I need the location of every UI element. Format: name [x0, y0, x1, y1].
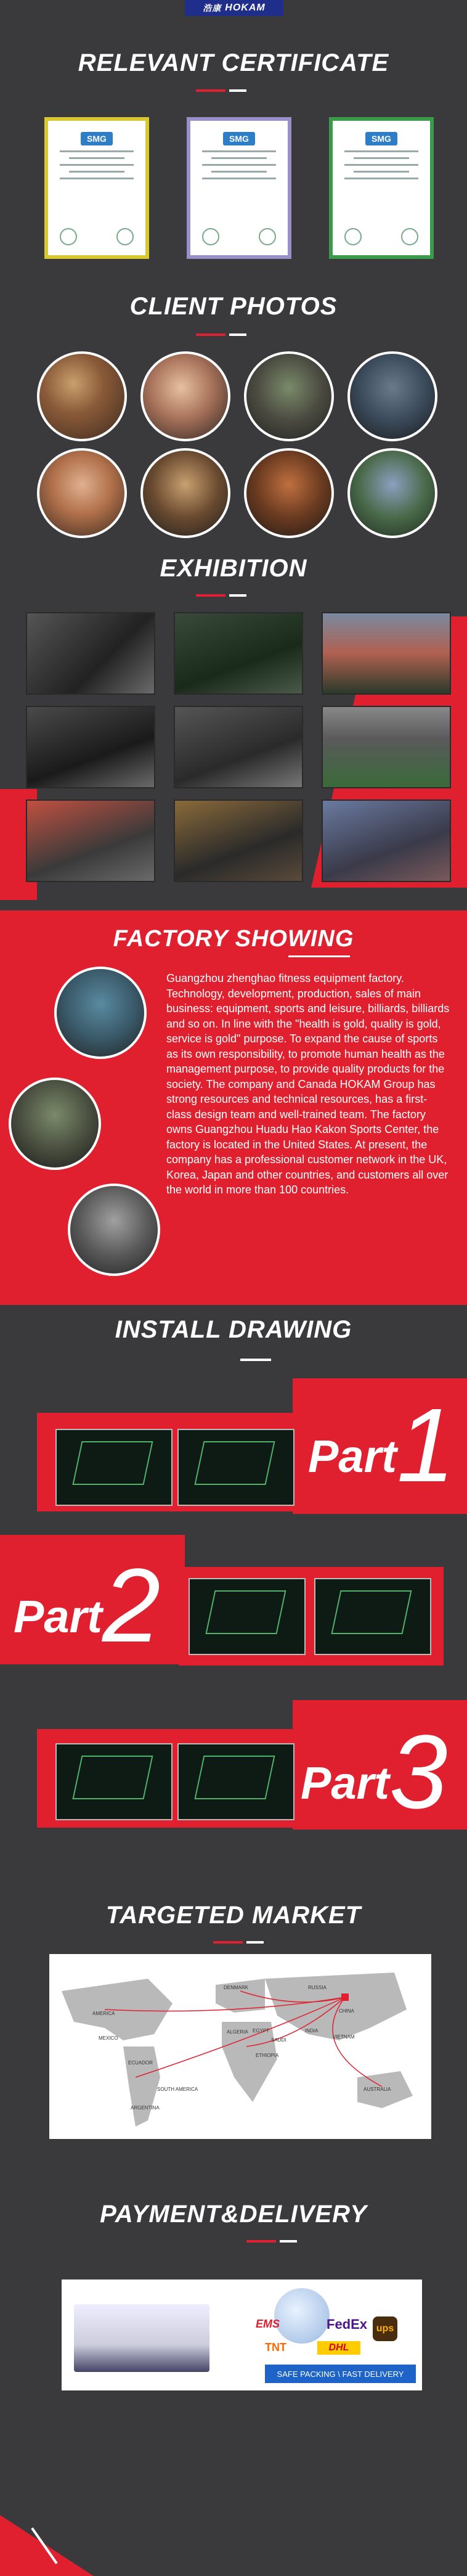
- install-drawing: [177, 1743, 294, 1820]
- title-underline: [196, 589, 246, 591]
- part-1-label: [308, 1387, 455, 1504]
- section-title-factory: FACTORY SHOWING: [113, 926, 354, 952]
- brand-zh-name: 浩康: [203, 3, 222, 13]
- map-label: ARGENTINA: [131, 2105, 160, 2111]
- decor-red-corner: [0, 2515, 467, 2576]
- title-underline: [196, 328, 246, 330]
- part-word: Part: [14, 1591, 102, 1642]
- map-label: SAUDI: [271, 2037, 286, 2043]
- ups-logo: ups: [373, 2316, 397, 2341]
- exhibition-photo: [26, 706, 155, 788]
- certificate-logo: SMG: [365, 132, 397, 145]
- map-label: AMERICA: [92, 2011, 115, 2016]
- exhibition-photo: [26, 612, 155, 695]
- exhibition-photo: [26, 799, 155, 882]
- fedex-logo: FedEx: [327, 2316, 368, 2332]
- client-photo: [140, 448, 230, 538]
- client-photo: [244, 448, 334, 538]
- client-photo: [347, 448, 437, 538]
- globe-icon: [274, 2288, 330, 2344]
- client-photo: [244, 351, 334, 441]
- part-2-label: [14, 1541, 161, 1664]
- title-underline: [240, 1353, 271, 1355]
- map-label: SOUTH AMERICA: [157, 2087, 198, 2092]
- map-label: EGYPT: [253, 2028, 270, 2034]
- brand-logo: [185, 0, 283, 16]
- map-label: RUSSIA: [308, 1985, 327, 1990]
- client-photo: [140, 351, 230, 441]
- title-underline: [288, 955, 350, 957]
- client-photo: [347, 351, 437, 441]
- map-label: INDIA: [305, 2028, 319, 2034]
- dhl-logo: DHL: [317, 2341, 360, 2355]
- certificate-2: [187, 117, 291, 259]
- exhibition-photo: [322, 706, 451, 788]
- section-title-market: TARGETED MARKET: [105, 1902, 362, 1929]
- install-drawing: [189, 1578, 306, 1655]
- delivery-tagline: SAFE PACKING \ FAST DELIVERY: [265, 2365, 416, 2383]
- certificate-logo: SMG: [81, 132, 113, 145]
- part-number: 3: [389, 1714, 448, 1831]
- payment-delivery-banner: [62, 2280, 422, 2390]
- part-number: 1: [396, 1387, 455, 1504]
- part-word: Part: [308, 1431, 397, 1482]
- certificate-logo: SMG: [223, 132, 255, 145]
- part-number: 2: [102, 1547, 161, 1664]
- client-photo: [37, 448, 127, 538]
- factory-photo: [54, 967, 147, 1059]
- exhibition-photo: [174, 612, 303, 695]
- section-title-certificate: RELEVANT CERTIFICATE: [78, 49, 389, 76]
- certificate-1: [44, 117, 149, 259]
- transport-image: [74, 2304, 209, 2372]
- brand-name: HOKAM: [225, 2, 266, 13]
- factory-photo: [9, 1077, 101, 1170]
- title-underline: [196, 84, 246, 86]
- map-label: DENMARK: [224, 1985, 249, 1990]
- install-drawing: [177, 1429, 294, 1506]
- exhibition-photo: [174, 799, 303, 882]
- install-drawing: [55, 1743, 173, 1820]
- map-label: VIETNAM: [333, 2034, 355, 2040]
- map-label: ALGERIA: [227, 2029, 248, 2035]
- section-title-install: INSTALL DRAWING: [115, 1316, 352, 1343]
- client-photo: [37, 351, 127, 441]
- section-title-exhibition: EXHIBITION: [160, 555, 307, 582]
- section-title-payment: PAYMENT&DELIVERY: [100, 2201, 367, 2228]
- install-drawing: [314, 1578, 431, 1655]
- world-map: [49, 1954, 431, 2139]
- map-label: AUSTRALIA: [363, 2087, 391, 2092]
- install-drawing: [55, 1429, 173, 1506]
- title-underline: [213, 1936, 264, 1938]
- tnt-logo: TNT: [265, 2341, 286, 2353]
- certificate-3: [329, 117, 434, 259]
- factory-description: Guangzhou zhenghao fitness equipment factory. Technology, development, production, sales of main business: equipment, sports and leisure, billiards, billiards and so on. In line with the "health is gold, quality is gold, service is gold" purpose. To expand the cause of sports as its own responsibility, to promote human health as the management purpose, to provide quality products for the society. The company and Canada HOKAM Group has strong resources and technical resources, has a first-class design team and well-trained team. The factory owns Guangzhou Huadu Hao Kakon Sports Center, the factory is located in the United States. At present, the company has a professional customer network in the UK, Korea, Japan and other countries, and customers all over the world in more than 100 countries.: [166, 972, 450, 1196]
- exhibition-photo: [322, 612, 451, 695]
- part-word: Part: [301, 1757, 389, 1809]
- map-label: ETHIOPIA: [256, 2053, 279, 2058]
- factory-photo: [68, 1184, 160, 1276]
- map-label: ECUADOR: [128, 2060, 153, 2066]
- part-3-label: [301, 1707, 448, 1831]
- map-label: CHINA: [339, 2008, 354, 2014]
- map-label: MEXICO: [99, 2035, 118, 2041]
- world-map-graphic: [49, 1954, 431, 2139]
- ems-logo: EMS: [256, 2318, 280, 2330]
- section-title-clients: CLIENT PHOTOS: [129, 293, 338, 320]
- exhibition-photo: [322, 799, 451, 882]
- title-underline: [246, 2235, 297, 2237]
- exhibition-photo: [174, 706, 303, 788]
